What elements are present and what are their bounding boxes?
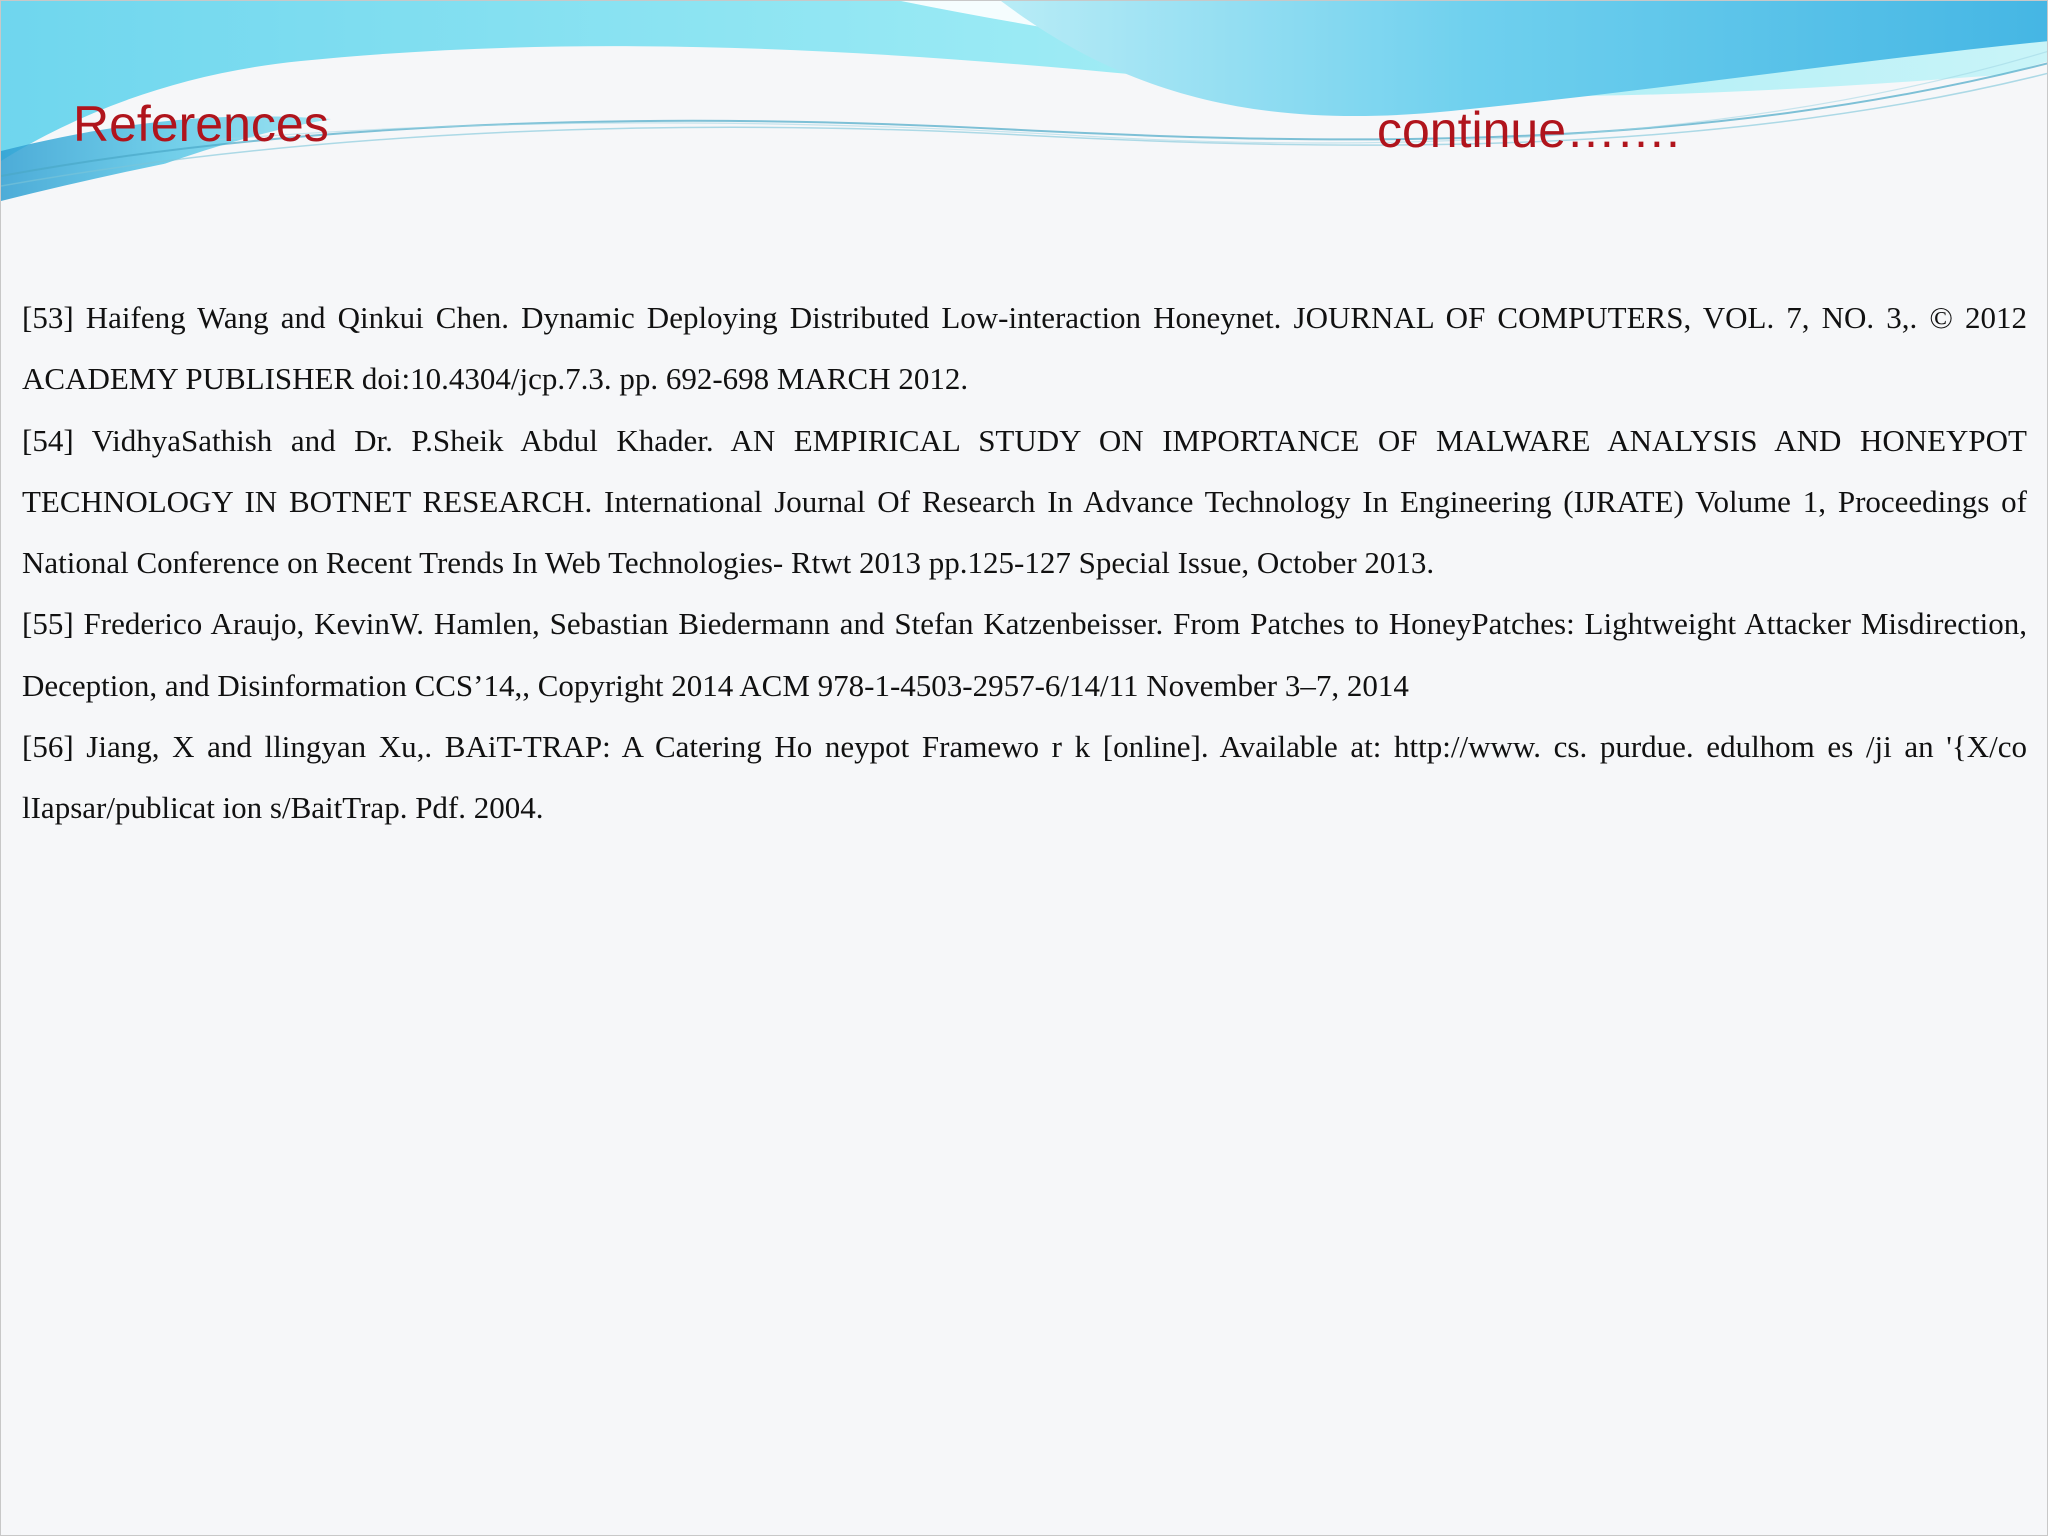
page-title: References	[73, 96, 329, 152]
reference-item-53: [53] Haifeng Wang and Qinkui Chen. Dynamic Deploying Distributed Low-interaction Honeynet. JOURNAL OF COMPUTERS, VOL. 7, NO. 3,. © 2012 ACADEMY PUBLISHER doi:10.4304/jcp.7.3. pp. 692-698 MARCH 2012.	[22, 300, 2027, 397]
references-list	[22, 287, 2027, 839]
reference-item-55: [55] Frederico Araujo, KevinW. Hamlen, Sebastian Biedermann and Stefan Katzenbeisser. From Patches to HoneyPatches: Lightweight Attacker Misdirection, Deception, and Disinformation CCS’14,, Copyright 2014 ACM 978-1-4503-2957-6/14/11 November 3–7, 2014	[22, 606, 2027, 703]
reference-item-54: [54] VidhyaSathish and Dr. P.Sheik Abdul Khader. AN EMPIRICAL STUDY ON IMPORTANCE OF MALWARE ANALYSIS AND HONEYPOT TECHNOLOGY IN BOTNET RESEARCH. International Journal Of Research In Advance Technology In Engineering (IJRATE) Volume 1, Proceedings of National Conference on Recent Trends In Web Technologies- Rtwt 2013 pp.125-127 Special Issue, October 2013.	[22, 422, 2027, 581]
page-title-suffix: continue…….	[1377, 102, 1680, 158]
reference-item-56: [56] Jiang, X and llingyan Xu,. BAiT-TRAP: A Catering Ho neypot Framewo r k [online]. Available at: http://www. cs. purdue. edulhom es /ji an '{X/co lIapsar/publicat ion s/BaitTrap. Pdf. 2004.	[22, 729, 2027, 826]
